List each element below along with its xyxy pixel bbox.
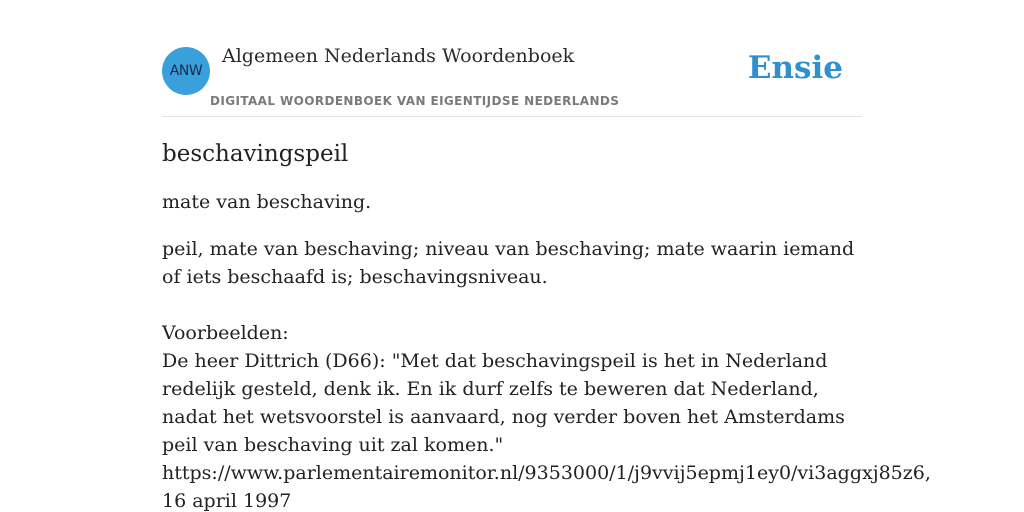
page-title: beschavingspeil bbox=[162, 141, 349, 167]
anw-logo[interactable] bbox=[162, 47, 210, 95]
example-quote: De heer Dittrich (D66): "Met dat beschavingspeil is het in Nederland redelijk gesteld, denk ik. En ik durf zelfs te beweren dat Nederland, nadat het wetsvoorstel is aanvaard, nog verder boven het Amsterdams peil van beschaving uit zal komen." bbox=[162, 350, 845, 456]
example-source: https://www.parlementairemonitor.nl/9353000/1/j9vvij5epmj1ey0/vi3aggxj85z6, 16 april 1997 bbox=[162, 462, 931, 512]
source-subtitle: DIGITAAL WOORDENBOEK VAN EIGENTIJDSE NEDERLANDS bbox=[210, 94, 620, 108]
entry-content bbox=[162, 138, 931, 512]
logo-text: ANW bbox=[169, 63, 203, 79]
examples-label: Voorbeelden: bbox=[162, 322, 289, 344]
spacer bbox=[162, 291, 862, 319]
definition: mate van beschaving. bbox=[162, 191, 372, 213]
explanation: peil, mate van beschaving; niveau van beschaving; mate waarin iemand of iets beschaafd is; beschavingsniveau. bbox=[162, 238, 855, 288]
header bbox=[162, 0, 862, 117]
source-title[interactable]: Algemeen Nederlands Woordenboek bbox=[222, 45, 575, 67]
ensie-brand-link[interactable]: Ensie bbox=[747, 50, 843, 86]
